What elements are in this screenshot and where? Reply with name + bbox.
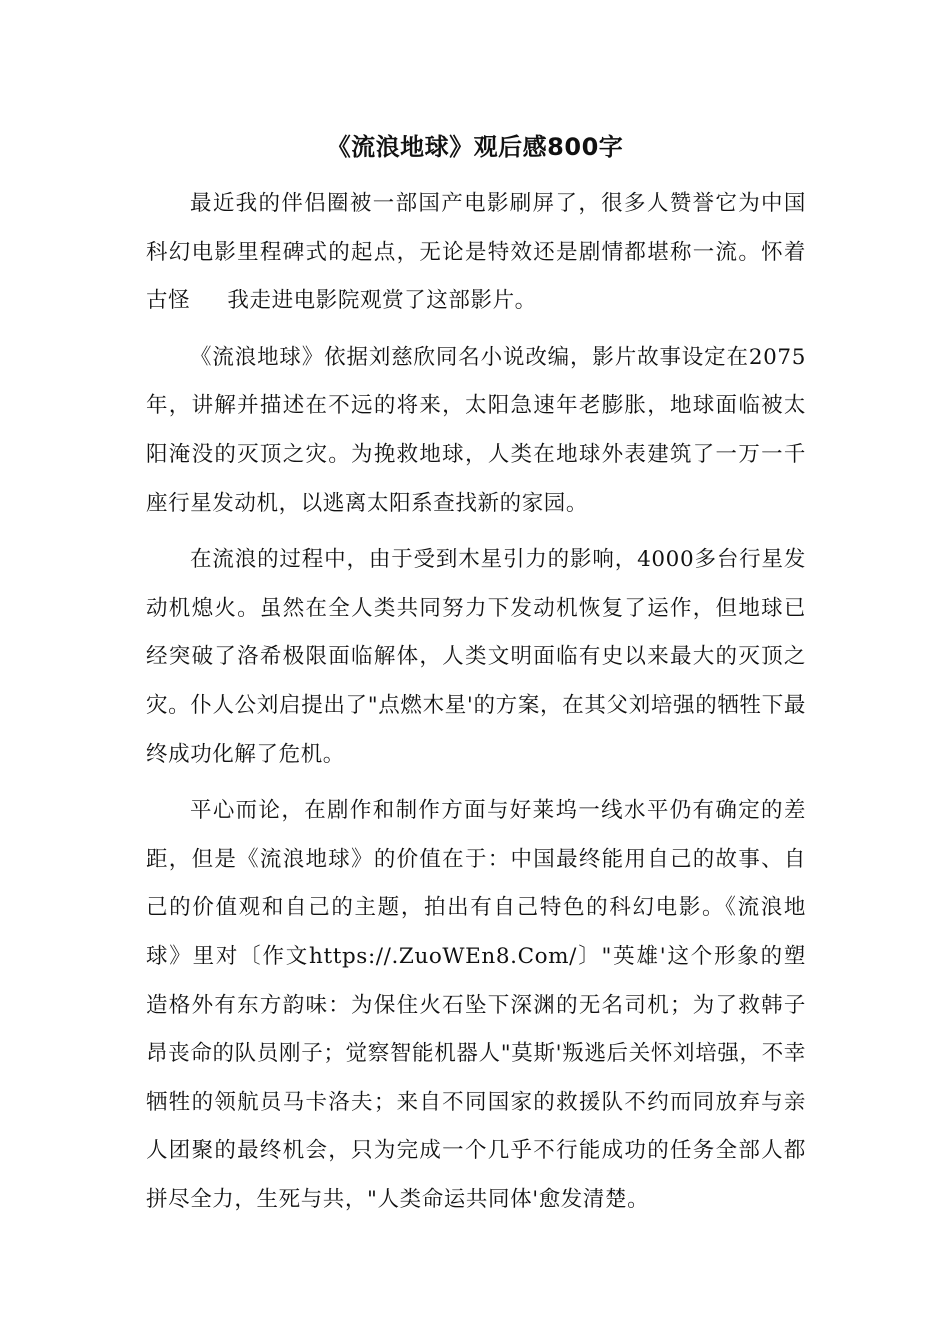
document-body bbox=[146, 180, 806, 1224]
document-title: 《流浪地球》观后感800字 bbox=[326, 133, 624, 161]
paragraph-2: 《流浪地球》依据刘慈欣同名小说改编，影片故事设定在2075年，讲解并描述在不远的将来，太阳急速年老膨胀，地球面临被太阳淹没的灭顶之灾。为挽救地球，人类在地球外表建筑了一万一千座行星发动机，以逃离太阳系查找新的家园。 bbox=[146, 344, 806, 516]
paragraph-3: 在流浪的过程中，由于受到木星引力的影响，4000多台行星发动机熄火。虽然在全人类共同努力下发动机恢复了运作，但地球已经突破了洛希极限面临解体，人类文明面临有史以来最大的灭顶之灾。仆人公刘启提出了"点燃木星'的方案，在其父刘培强的牺牲下最终成功化解了危机。 bbox=[146, 547, 806, 767]
paragraph-4: 平心而论，在剧作和制作方面与好莱坞一线水平仍有确定的差距，但是《流浪地球》的价值在于：中国最终能用自己的故事、自己的价值观和自己的主题，拍出有自己特色的科幻电影。《流浪地球》里对〔作文https://.ZuoWEn8.Com/〕"英雄'这个形象的塑造格外有东方韵味：为保住火石坠下深渊的无名司机；为了救韩子昂丧命的队员刚子；觉察智能机器人"莫斯'叛逃后关怀刘培强，不幸牺牲的领航员马卡洛夫；来自不同国家的救援队不约而同放弃与亲人团聚的最终机会，只为完成一个几乎不行能成功的任务全部人都拼尽全力，生死与共，"人类命运共同体'愈发清楚。 bbox=[146, 798, 806, 1212]
paragraph-1: 最近我的伴侣圈被一部国产电影刷屏了，很多人赞誉它为中国科幻电影里程碑式的起点，无论是特效还是剧情都堪称一流。怀着古怪 我走进电影院观赏了这部影片。 bbox=[146, 191, 806, 314]
